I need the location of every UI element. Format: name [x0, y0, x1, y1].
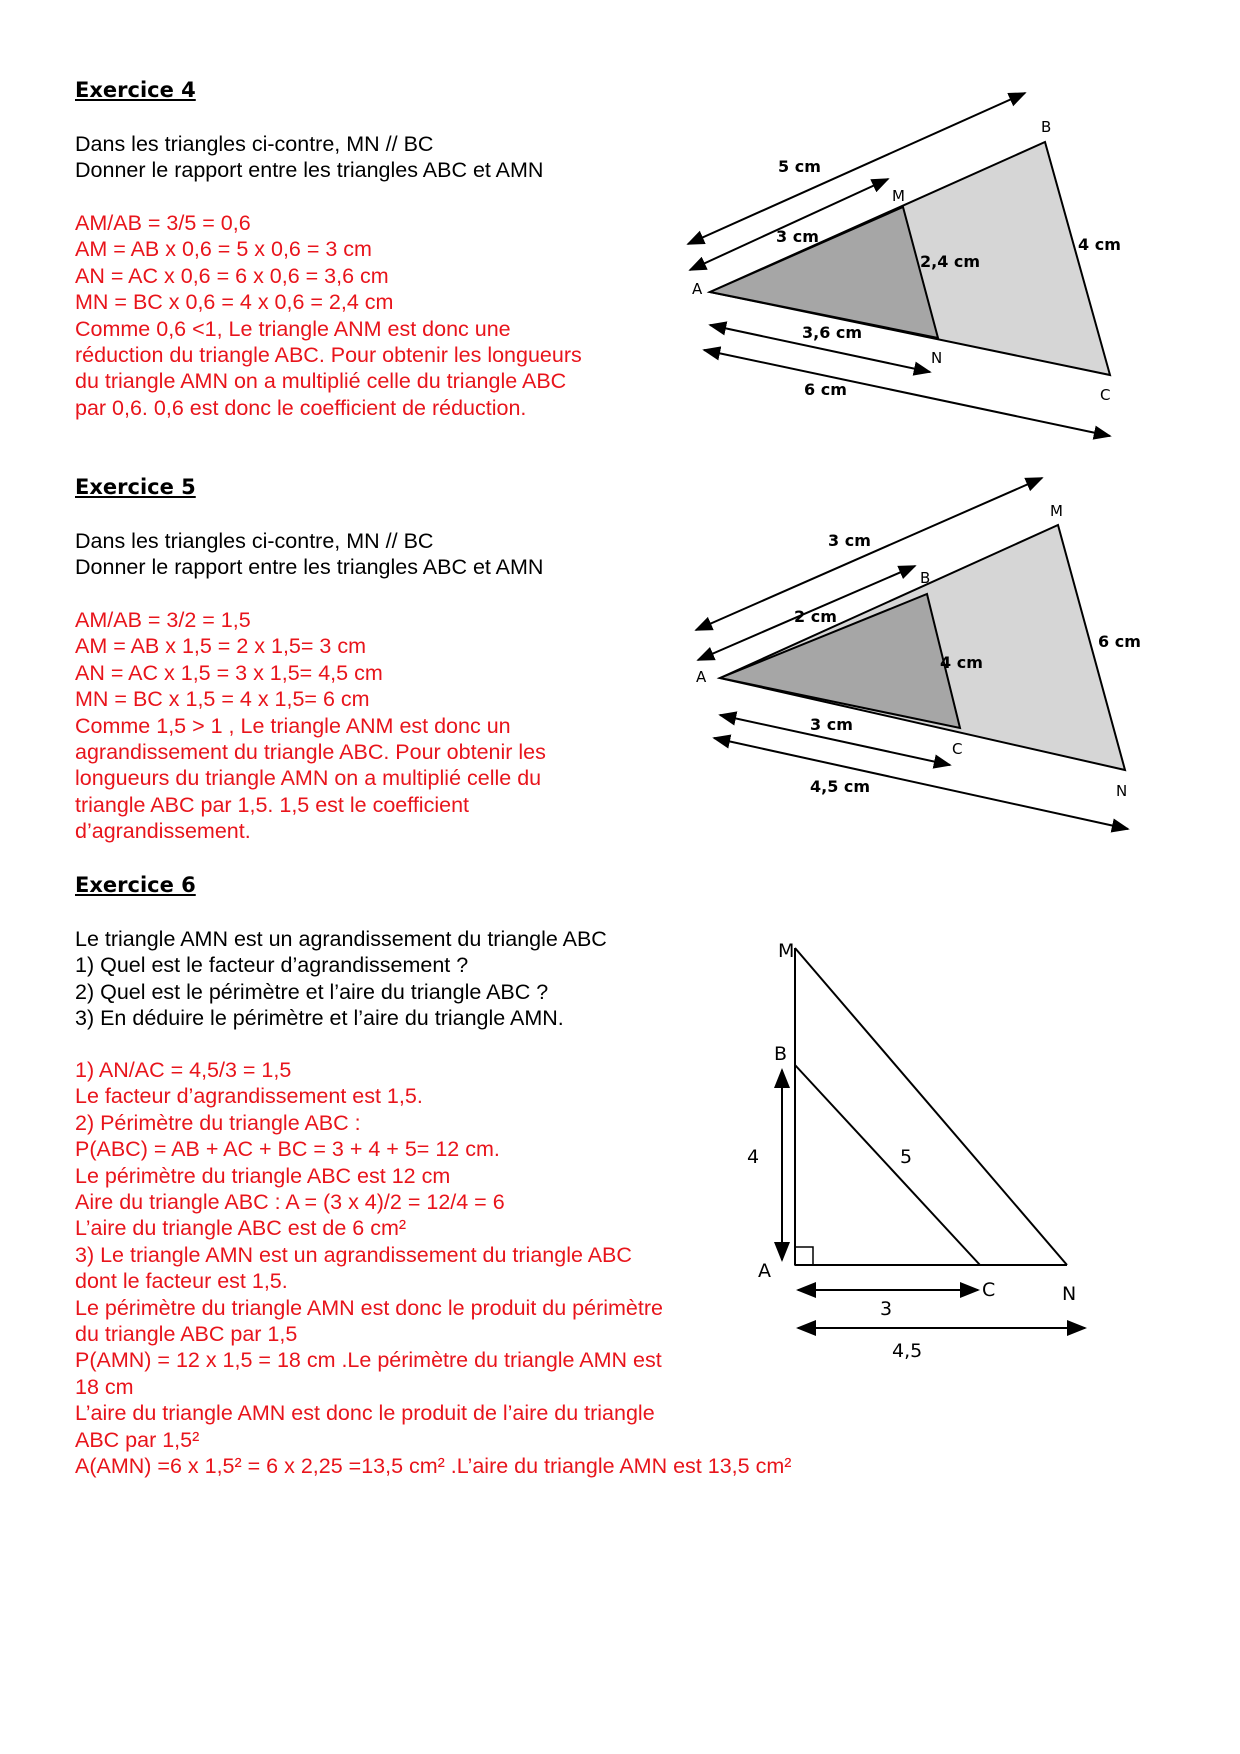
point-c-label: C [952, 740, 963, 758]
solution-line: MN = BC x 1,5 = 4 x 1,5= 6 cm [75, 687, 370, 712]
statement-line: 2) Quel est le périmètre et l’aire du triangle ABC ? [75, 979, 549, 1004]
point-a-label: A [758, 1260, 771, 1282]
exercise-6-figure [740, 920, 1100, 1360]
solution-line: 3) Le triangle AMN est un agrandissement du triangle ABC [75, 1242, 632, 1267]
exercise-5-title: Exercice 5 [75, 475, 196, 499]
exercise-6-solution [75, 1057, 791, 1480]
point-n-label: N [1116, 782, 1128, 800]
solution-line: du triangle AMN on a multiplié celle du triangle ABC [75, 369, 567, 394]
solution-line: réduction du triangle ABC. Pour obtenir les longueurs [75, 343, 582, 368]
statement-line: 1) Quel est le facteur d’agrandissement ? [75, 953, 469, 978]
length-an-label: 3,6 cm [802, 323, 863, 342]
solution-line: AM = AB x 1,5 = 2 x 1,5= 3 cm [75, 634, 366, 659]
length-am-label: 3 cm [828, 531, 871, 550]
solution-line: P(ABC) = AB + AC + BC = 3 + 4 + 5= 12 cm. [75, 1137, 500, 1162]
side-mn [795, 948, 1067, 1265]
length-ab-label: 5 cm [778, 157, 821, 176]
exercise-4-solution [75, 210, 582, 421]
solution-line: 1) AN/AC = 4,5/3 = 1,5 [75, 1058, 292, 1082]
point-n-label: N [931, 349, 943, 367]
solution-line: Comme 1,5 > 1 , Le triangle ANM est donc un [75, 713, 511, 738]
exercise-4-title: Exercice 4 [75, 78, 196, 102]
length-ab-label: 2 cm [794, 607, 837, 626]
exercise-6-title: Exercice 6 [75, 873, 196, 897]
statement-line: Dans les triangles ci-contre, MN // BC [75, 132, 434, 156]
solution-line: ABC par 1,5² [75, 1427, 200, 1452]
solution-line: AM = AB x 0,6 = 5 x 0,6 = 3 cm [75, 237, 372, 262]
point-a-label: A [696, 668, 707, 686]
length-bc-label: 5 [900, 1146, 913, 1168]
solution-line: Comme 0,6 <1, Le triangle ANM est donc une [75, 316, 511, 341]
solution-line: A(AMN) =6 x 1,5² = 6 x 2,25 =13,5 cm² .L’aire du triangle AMN est 13,5 cm² [75, 1454, 792, 1479]
exercise-5-figure [680, 470, 1150, 840]
point-m-label: M [778, 940, 795, 962]
exercise-6-statement [75, 926, 607, 1032]
statement-line: 3) En déduire le périmètre et l’aire du triangle AMN. [75, 1006, 564, 1031]
length-ac-label: 6 cm [804, 380, 847, 399]
point-c-label: C [1100, 386, 1111, 404]
triangle-amn [710, 207, 938, 338]
solution-line: AN = AC x 1,5 = 3 x 1,5= 4,5 cm [75, 660, 383, 685]
solution-line: AM/AB = 3/2 = 1,5 [75, 608, 251, 632]
statement-line: Donner le rapport entre les triangles ABC et AMN [75, 158, 544, 183]
length-bc-label: 4 cm [1078, 235, 1121, 254]
exercise-4-statement [75, 131, 543, 184]
solution-line: par 0,6. 0,6 est donc le coefficient de réduction. [75, 395, 527, 420]
side-bc [795, 1065, 980, 1265]
point-c-label: C [982, 1279, 996, 1301]
solution-line: Le périmètre du triangle AMN est donc le produit du périmètre [75, 1295, 663, 1320]
point-b-label: B [774, 1043, 788, 1065]
point-b-label: B [920, 569, 931, 587]
point-m-label: M [892, 187, 905, 205]
point-n-label: N [1062, 1283, 1077, 1305]
solution-line: L’aire du triangle AMN est donc le produit de l’aire du triangle [75, 1401, 655, 1426]
length-ab-label: 4 [747, 1146, 760, 1168]
solution-line: 18 cm [75, 1374, 134, 1399]
solution-line: du triangle ABC par 1,5 [75, 1322, 298, 1347]
point-b-label: B [1041, 118, 1052, 136]
length-an-label: 4,5 [892, 1340, 923, 1360]
length-mn-label: 6 cm [1098, 632, 1141, 651]
exercise-5-solution [75, 607, 546, 845]
length-bc-label: 4 cm [940, 653, 983, 672]
solution-line: longueurs du triangle AMN on a multiplié celle du [75, 766, 542, 791]
solution-line: dont le facteur est 1,5. [75, 1269, 288, 1294]
solution-line: agrandissement du triangle ABC. Pour obtenir les [75, 740, 546, 765]
length-am-label: 3 cm [776, 227, 819, 246]
right-angle-mark [795, 1247, 813, 1265]
statement-line: Dans les triangles ci-contre, MN // BC [75, 529, 434, 553]
exercise-4-figure [680, 80, 1140, 450]
statement-line: Le triangle AMN est un agrandissement du triangle ABC [75, 927, 607, 951]
solution-line: AN = AC x 0,6 = 6 x 0,6 = 3,6 cm [75, 263, 389, 288]
solution-line: Aire du triangle ABC : A = (3 x 4)/2 = 12/4 = 6 [75, 1190, 505, 1215]
length-ac-label: 3 cm [810, 715, 853, 734]
solution-line: P(AMN) = 12 x 1,5 = 18 cm .Le périmètre du triangle AMN est [75, 1348, 662, 1373]
solution-line: triangle ABC par 1,5. 1,5 est le coefficient [75, 792, 470, 817]
point-m-label: M [1050, 502, 1063, 520]
statement-line: Donner le rapport entre les triangles ABC et AMN [75, 555, 544, 580]
solution-line: Le facteur d’agrandissement est 1,5. [75, 1084, 423, 1109]
solution-line: L’aire du triangle ABC est de 6 cm² [75, 1216, 407, 1241]
exercise-5-statement [75, 528, 543, 581]
length-mn-label: 2,4 cm [920, 252, 981, 271]
solution-line: d’agrandissement. [75, 819, 251, 844]
point-a-label: A [692, 280, 703, 298]
solution-line: AM/AB = 3/5 = 0,6 [75, 211, 251, 235]
length-an-label: 4,5 cm [810, 777, 871, 796]
solution-line: MN = BC x 0,6 = 4 x 0,6 = 2,4 cm [75, 290, 394, 315]
solution-line: 2) Périmètre du triangle ABC : [75, 1110, 361, 1135]
solution-line: Le périmètre du triangle ABC est 12 cm [75, 1163, 451, 1188]
length-ac-label: 3 [880, 1298, 893, 1320]
